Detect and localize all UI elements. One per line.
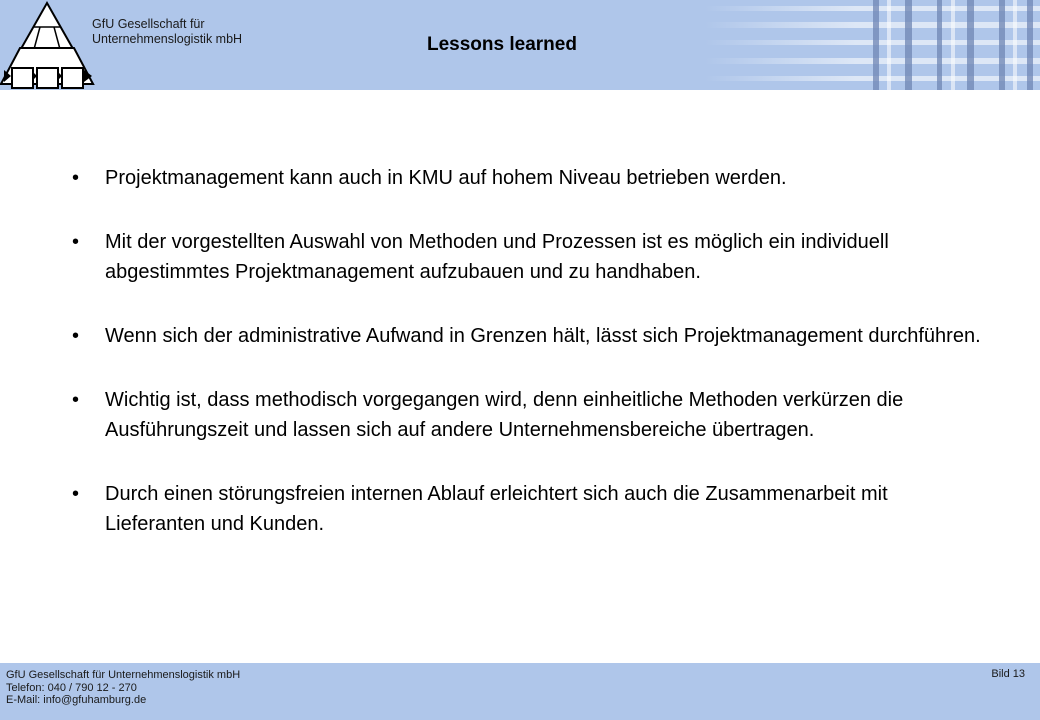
- list-item: [72, 479, 992, 539]
- footer-band: [0, 663, 1040, 720]
- bullet-marker: •: [72, 167, 80, 189]
- bullet-marker: •: [72, 325, 80, 347]
- page-number: Bild 13: [991, 668, 1025, 680]
- list-item-text: Wenn sich der administrative Aufwand in Grenzen hält, lässt sich Projektmanagement durchführen.: [105, 325, 981, 347]
- list-item: [72, 321, 992, 351]
- bullet-marker: •: [72, 231, 80, 253]
- header-band: [0, 0, 1040, 90]
- company-name-line2: Unternehmenslogistik mbH: [92, 32, 243, 46]
- decorative-grid-pattern: [705, 0, 1040, 90]
- footer-contact: [6, 669, 240, 707]
- list-item: [72, 385, 992, 445]
- gfu-logo-icon: [0, 0, 100, 90]
- page-title: Lessons learned: [427, 34, 577, 55]
- list-item: [72, 163, 992, 193]
- footer-email: E-Mail: info@gfuhamburg.de: [6, 694, 147, 706]
- list-item-text: Projektmanagement kann auch in KMU auf hohem Niveau betrieben werden.: [105, 167, 787, 189]
- company-name-line1: GfU Gesellschaft für: [92, 17, 205, 31]
- bullet-marker: •: [72, 483, 80, 505]
- bullet-marker: •: [72, 389, 80, 411]
- company-name: [92, 17, 242, 47]
- footer-phone: Telefon: 040 / 790 12 - 270: [6, 681, 137, 694]
- footer-company: GfU Gesellschaft für Unternehmenslogistik mbH: [6, 669, 241, 681]
- list-item-text: Wichtig ist, dass methodisch vorgegangen wird, denn einheitliche Methoden verkürzen die Ausführungszeit und lassen sich auf andere Unternehmensbereiche übertragen.: [105, 389, 904, 441]
- bullet-list: [72, 163, 992, 573]
- list-item-text: Durch einen störungsfreien internen Ablauf erleichtert sich auch die Zusammenarbeit mit Lieferanten und Kunden.: [105, 483, 888, 535]
- list-item-text: Mit der vorgestellten Auswahl von Methoden und Prozessen ist es möglich ein individuell abgestimmtes Projektmanagement aufzubauen und zu handhaben.: [105, 231, 889, 283]
- list-item: [72, 227, 992, 287]
